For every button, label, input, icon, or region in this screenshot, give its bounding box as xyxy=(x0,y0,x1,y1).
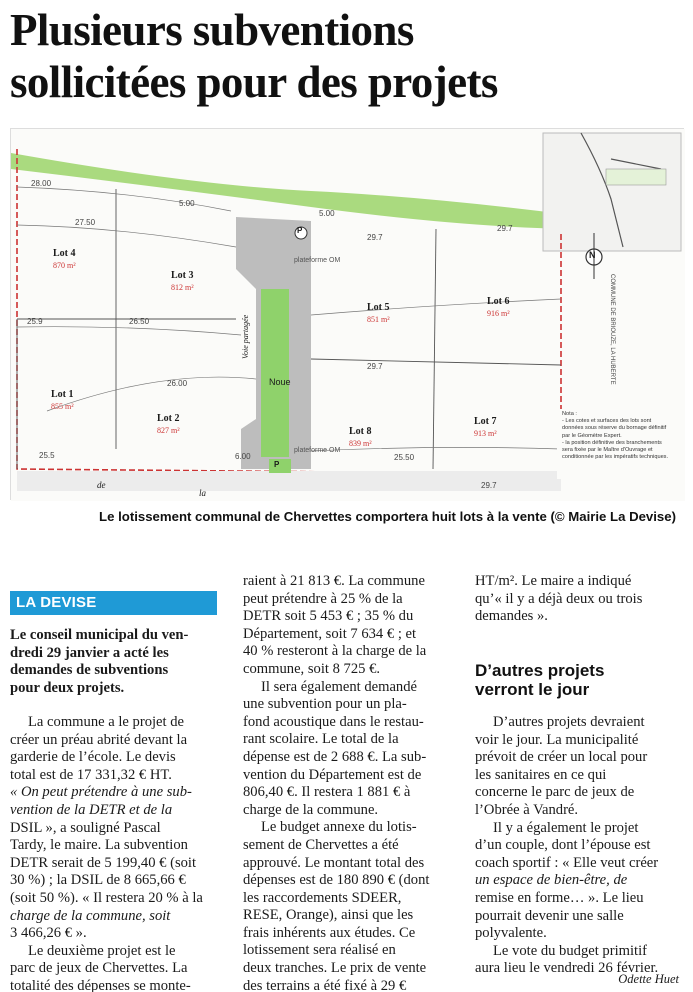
street-label: la xyxy=(199,488,207,498)
contour-label: 26.50 xyxy=(129,317,150,326)
author-signature: Odette Huet xyxy=(618,972,679,986)
noue-strip xyxy=(261,289,289,457)
contour-label: 5.00 xyxy=(319,209,335,218)
om-platform-top: plateforme OM xyxy=(294,257,341,264)
lead-paragraph: Le conseil municipal du ven- dredi 29 janvier a acté les demandes de subventions pour deux projets. xyxy=(10,627,189,696)
contour-label: 29.7 xyxy=(367,362,383,371)
article-column-2: raient à 21 813 €. La commune peut prétendre à 25 % de la DETR soit 5 453 € ; 35 % du Département, soit 7 634 € ; et 40 % resteront à la charge de la commune, soit 8 725 €. Il sera également demandé une subvention pour un pla- fond acoustique dans le restau- rant scolaire. Le total de la dépense est de 2 688 €. La sub- vention du Département est de 806,40 €. Il restera 1 881 € à charge de la commune. Le budget annexe du lotis- sement de Chervettes a été approuvé. Le montant total des dépenses est de 180 890 € (dont les raccordements SDEER, RESE, Orange), ainsi que les frais inhérents aux études. Ce lotissement sera réalisé en deux tranches. Le prix de vente des terrains a été fixé à 29 € xyxy=(243,573,430,992)
parking-marker: P xyxy=(297,226,303,235)
commune-label: COMMUNE DE BRIOUZE, LA HUBERTE xyxy=(609,274,615,385)
contour-label: 25.50 xyxy=(394,453,415,462)
lot-8-label: Lot 8 839 m² xyxy=(349,426,372,448)
lot-5-label: Lot 5 851 m² xyxy=(367,302,390,324)
headline-line-2: sollicitées pour des projets xyxy=(10,57,498,107)
lot-6-label: Lot 6 916 m² xyxy=(487,296,510,318)
inset-map xyxy=(543,133,681,251)
article-column-1: La commune a le projet de créer un préau abrité devant la garderie de l’école. Le devis total est de 17 331,32 € HT. « On peut prétendre à une sub- vention de la DETR et de la DSIL », a souligné Pascal Tardy, le maire. La subvention DETR serait de 5 199,40 € (soit 30 %) ; la DSIL de 8 665,66 € (soit 50 %). « Il restera 20 % à la charge de la commune, soit 3 466,26 € ». Le deuxième projet est le parc de jeux de Chervettes. La totalité des dépenses se monte- xyxy=(10,714,203,992)
street-label: de xyxy=(97,480,106,490)
contour-label: 29.7 xyxy=(367,233,383,242)
photo-caption: Le lotissement communal de Chervettes comportera huit lots à la vente (© Mairie La Devise) xyxy=(99,509,676,524)
contour-label: 29.7 xyxy=(497,224,513,233)
contour-label: 25.5 xyxy=(39,451,55,460)
contour-label: 25.9 xyxy=(27,317,43,326)
plan-note: Nota : - Les cotes et surfaces des lots sont données sous réserve du bornage définitif par le Géomètre Expert. - la position définitive des branchements sera fixée par le Maître d'Ouvrage et conditionnée par les impératifs techniques. xyxy=(562,411,669,461)
lot-1-label: Lot 1 855 m² xyxy=(51,389,74,411)
contour-label: 26.00 xyxy=(167,379,188,388)
contour-label: 6.00 xyxy=(235,452,251,461)
contour-label: 27.50 xyxy=(75,218,96,227)
lot-3-label: Lot 3 812 m² xyxy=(171,270,194,292)
contour-label: 5.00 xyxy=(179,199,195,208)
contour-label: 28.00 xyxy=(31,179,52,188)
lot-2-label: Lot 2 827 m² xyxy=(157,413,180,435)
noue-label: Noue xyxy=(269,377,291,387)
headline xyxy=(10,4,690,108)
subdivision-plan-image xyxy=(10,128,684,500)
road-label: Voie partagée xyxy=(241,314,250,359)
article-column-3: D’autres projets devraient voir le jour. La municipalité prévoit de créer un local pour les sanitaires en ce qui concerne le parc de jeux de l’Obrée à Vandré. Il y a également le projet d’un couple, dont l’épouse est coach sportif : « Elle veut créer un espace de bien-être, de remise en forme… ». Le lieu pourrait devenir une salle polyvalente. Le vote du budget primitif aura lieu le vendredi 26 février. xyxy=(475,714,659,977)
om-platform-bottom: plateforme OM xyxy=(294,447,341,454)
headline-line-1: Plusieurs subventions xyxy=(10,5,414,55)
article-column-3-top: HT/m². Le maire a indiqué qu’« il y a déjà deux ou trois demandes ». xyxy=(475,573,643,625)
lot-4-label: Lot 4 870 m² xyxy=(53,248,76,270)
parking-marker: P xyxy=(274,460,280,469)
section-kicker: LA DEVISE xyxy=(10,591,217,615)
subheading: D’autres projets verront le jour xyxy=(475,661,605,699)
contour-label: 29.7 xyxy=(481,481,497,490)
north-label: N xyxy=(589,250,596,260)
lot-7-label: Lot 7 913 m² xyxy=(474,416,497,438)
